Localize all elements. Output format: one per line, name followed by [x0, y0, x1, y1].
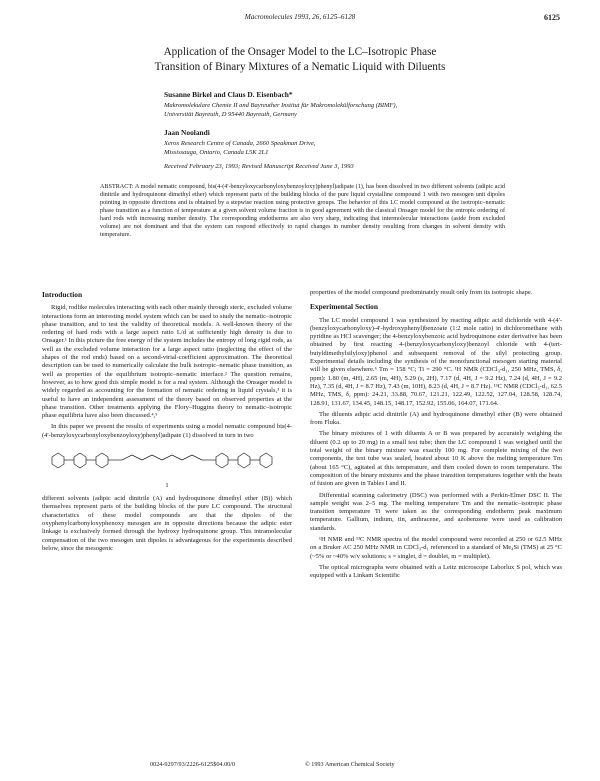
- experimental-paragraph-3: The binary mixtures of 1 with diluents A or B was prepared by accurately weighing the diluent (0.2 up to 20 mg) in a small test tube; then the LC compound 1 was weighed until the total weight of the binary mixture was exactly 100 mg. For complete mixing of the two components, the test tube was sealed, heated about 10 K above the melting temperature Tm (about 165 °C), agitated at this temperature, and then cooled down to room temperature. The composition of the binary mixtures and the phase transition temperatures together with the heats of fusion are given in Tables I and II.: [310, 430, 562, 488]
- intro-continuation: properties of the model compound predominately result only from its isotropic shape.: [310, 289, 533, 296]
- article-title: [150, 45, 450, 74]
- title-line-1: Application of the Onsager Model to the LC–Isotropic Phase: [163, 46, 437, 58]
- affiliation-1-line-2: Universität Bayreuth, D 95440 Bayreuth, Germany: [164, 110, 297, 118]
- left-column: [42, 289, 292, 556]
- intro-paragraph-3: different solvents (adipic acid dinitrile (A) and hydroquinone dimethyl ether (B)) which themselves represent parts of the building blocks of the pure LC compound. The structural characteristics of these model compounds are that the dipoles of the oxyphenylcarbonyloxyphenoxy mesogen are in opposite directions because the adipic ester linkage is exclusively formed through the hydroxy hydroquinone group. This intramolecular compensation of the two mesogen unit dipoles is advantageous for the experiments described below, since the mesogenic: [42, 495, 292, 552]
- running-header: [0, 13, 600, 27]
- affiliation-2-line-2: Mississauga, Ontario, Canada L5K 2L1: [164, 148, 269, 156]
- intro-paragraph-1: Rigid, rodlike molecules interacting with each other mainly through steric, excluded volume interactions form an interesting model system which can be used to study the nematic–isotropic phase transition, and to test the validity of theoretical models. A well-known theory of the ordering of hard rods with a large aspect ratio L/d at sufficiently high density is due to Onsager.¹ In this picture the free energy of the system includes the entropy of long rigid rods, as well as the excluded volume interaction for a large aspect ratio (neglecting the effect of the shapes of the rod ends) based on a second-virial-coefficient approximation. The theoretical description can be used to numerically calculate the bulk isotropic–nematic phase transition, as well as properties of the equilibrium isotropic–nematic interface.² The question remains, however, as to how good this simple model is for a real system. Although the Onsager model is widely regarded as accounting for the formation of nematic ordering in liquid crystals,³ it is useful to have an independent assessment of the theory based on observed properties at the phase transition. Other treatments applying the Flory–Huggins theory to nematic–isotropic phase equilibria have also been discussed.⁴,⁵: [42, 304, 292, 420]
- abstract: ABSTRACT: A model nematic compound, bis(4-(4'-benzyloxycarbonyloxybenzoyloxy)phenyl)adipate (1), has been dissolved in two different solvents (adipic acid dinitrile and hydroquinone dimethyl ether) which represent parts of the building blocks of the pure liquid crystalline compound 1 with two mesogen unit dipoles pointing in opposite directions and is obtained by a stepwise reaction using protective groups. The behavior of this LC model compound at the isotropic–nematic phase transition as a function of temperature at a given solvent volume fraction is in good agreement with the classical Onsager model for the entropic ordering of hard rods with increasing number density. The corresponding endotherms are also very sharp, indicating that intermolecular interactions (aside from excluded volume) are not dominant and that the system can respond effectively to rapid changes in number density resulting from changes in solvent density with temperature.: [100, 184, 505, 239]
- intro-paragraph-2: In this paper we present the results of experiments using a model nematic compound bis(4-(4'-benzyloxycarbonyloxybenzoyloxy)phenyl)adipate (1) dissolved in turn in two: [42, 423, 292, 439]
- affiliation-2: [164, 140, 464, 158]
- experimental-paragraph-4: Differential scanning calorimetry (DSC) was performed with a Perkin-Elmer DSC II. The sample weight was 2–5 mg. The melting temperature Tm and the nematic–isotropic phase transition temperature Ti were taken as the corresponding endotherm peak maximum temperature. Gallium, indium, tin, anthracene, and azobenzene were used as calibration standards.: [310, 491, 562, 532]
- experimental-heading: Experimental Section: [310, 302, 378, 312]
- author-group-2: Jaan Noolandi: [164, 128, 210, 137]
- experimental-paragraph-6: The optical micrographs were obtained with a Leitz microscope Laborlux S pol, which was equipped with a Linkam Scientific: [310, 563, 562, 580]
- introduction-heading: Introduction: [42, 290, 83, 299]
- right-column: [310, 289, 562, 584]
- journal-citation: Macromolecules 1993, 26, 6125–6128: [244, 13, 356, 21]
- page-number: 6125: [544, 13, 560, 22]
- experimental-paragraph-1: The LC model compound 1 was synthesized by reacting adipic acid dichloride with 4-(4'-(benzyloxycarbonyloxy)-4'-hydroxyphenyl)benzoate (1:2 mole ratio) in dichloromethane with pyridine as HCl scavenger; the 4-benzyloxybenzoic acid hydroquinone ester derivative has been obtained by first reacting 4-(benzyloxycarbonyloxy)benzoyl chloride with 4-(tert-butyldimethylsilyloxy)phenol and subsequent removal of the silyl protecting group. Experimental details including the synthesis of the monofunctional mesogen starting material will be given elsewhere.⁶ Tm = 158 °C; Ti = 290 °C. ¹H NMR (CDCl₃-d₁, 250 MHz, TMS, δ, ppm): 1.80 (m, 4H), 2.65 (m, 4H), 5.29 (s, 2H), 7.17 (d, 4H, J = 9.2 Hz), 7.24 (d, 4H, J = 9.2 Hz), 7.35 (d, 4H, J = 8.7 Hz), 7.43 (m, 10H), 8.23 (d, 4H, J = 8.7 Hz). ¹³C NMR (CDCl₃-d₁, 62.5 MHz, TMS, δ, ppm): 24.21, 33.88, 70.67, 121.21, 122.49, 122.52, 127.04, 128.58, 128.74, 128.91, 131.67, 134.45, 148.15, 148.17, 152.92, 155.06, 164.07, 171.64.: [310, 316, 562, 407]
- experimental-paragraph-2: The diluents adipic acid dinitrile (A) and hydroquinone dimethyl ether (B) were obtained from Fluka.: [310, 410, 562, 427]
- title-line-2: Transition of Binary Mixtures of a Nematic Liquid with Diluents: [154, 60, 446, 73]
- structure-label: 1: [165, 483, 169, 490]
- copyright: © 1993 American Chemical Society: [305, 761, 395, 768]
- affiliation-2-line-1: Xerox Research Centre of Canada, 2660 Speakman Drive,: [164, 140, 316, 147]
- received-dates: Received February 23, 1993; Revised Manuscript Received June 3, 1993: [164, 163, 354, 170]
- affiliation-1-line-1: Makromolekulare Chemie II and Bayreuther Institut für Makromolekülforschung (BIMF),: [164, 102, 398, 109]
- chemical-structure-1: [42, 443, 292, 491]
- article-code: 0024-9297/93/2226-6125$04.00/0: [150, 761, 236, 768]
- author-group-1: Susanne Birkel and Claus D. Eisenbach*: [164, 90, 293, 99]
- experimental-paragraph-5: ¹H NMR and ¹³C NMR spectra of the model compound were recorded at 250 or 62.5 MHz on a Bruker AC 250 MHz NMR in CDCl₃-d₁ referenced to a standard of Me₄Si (TMS) at 25 °C (~5% or ~40% w/v solutions; s = singlet, d = doublet, m = multiplet).: [310, 536, 562, 560]
- affiliation-1: [164, 102, 464, 120]
